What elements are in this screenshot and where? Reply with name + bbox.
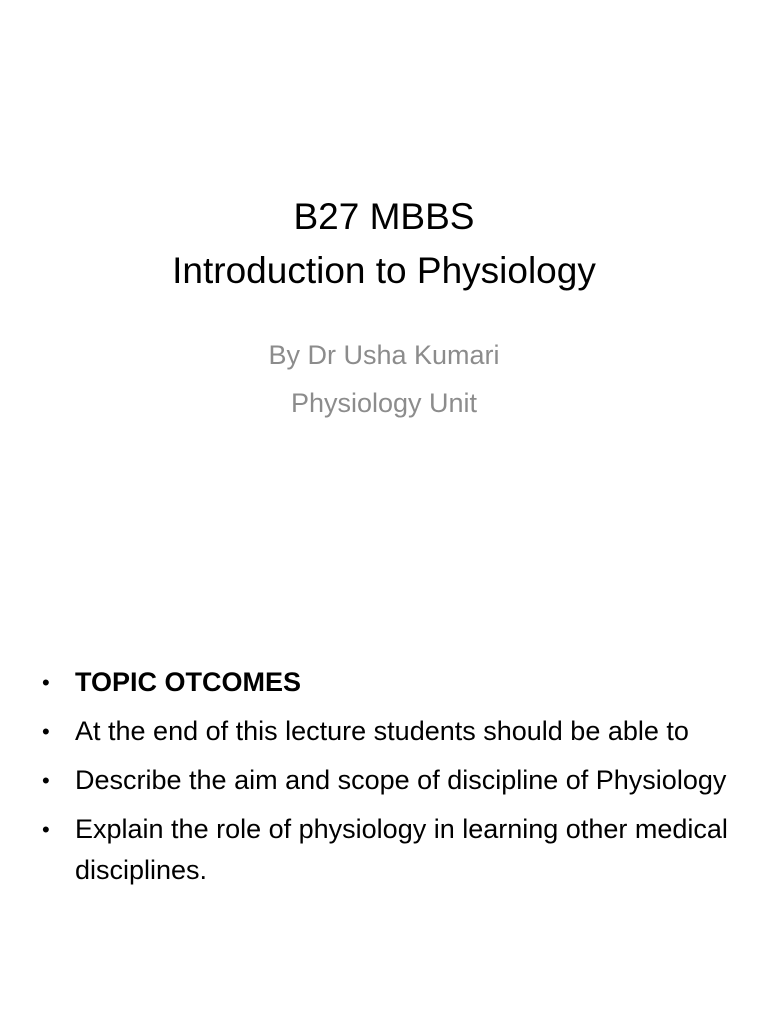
bullet-item-intro [42, 711, 732, 752]
bullet-marker: • [42, 719, 50, 744]
subtitle-unit: Physiology Unit [290, 388, 478, 418]
bullet-item-heading [42, 662, 732, 703]
bullet-marker: • [42, 817, 50, 842]
title-line-course: B27 MBBS [293, 196, 475, 237]
title-line-topic: Introduction to Physiology [172, 250, 596, 291]
subtitle-author: By Dr Usha Kumari [268, 340, 500, 370]
outcomes-bullet-list [42, 662, 732, 899]
bullet-intro-text: At the end of this lecture students should be able to [75, 716, 689, 746]
bullet-marker: • [42, 768, 50, 793]
bullet-item-describe [42, 760, 732, 801]
bullet-heading-text: TOPIC OTCOMES [75, 667, 302, 697]
outcomes-slide [0, 512, 768, 1024]
bullet-item-explain [42, 809, 732, 891]
bullet-describe-text: Describe the aim and scope of discipline of Physiology [75, 765, 727, 795]
slide-subtitle [0, 331, 768, 427]
bullet-marker: • [42, 670, 50, 695]
bullet-explain-text: Explain the role of physiology in learning other medical disciplines. [75, 814, 728, 885]
slide-title [0, 190, 768, 298]
